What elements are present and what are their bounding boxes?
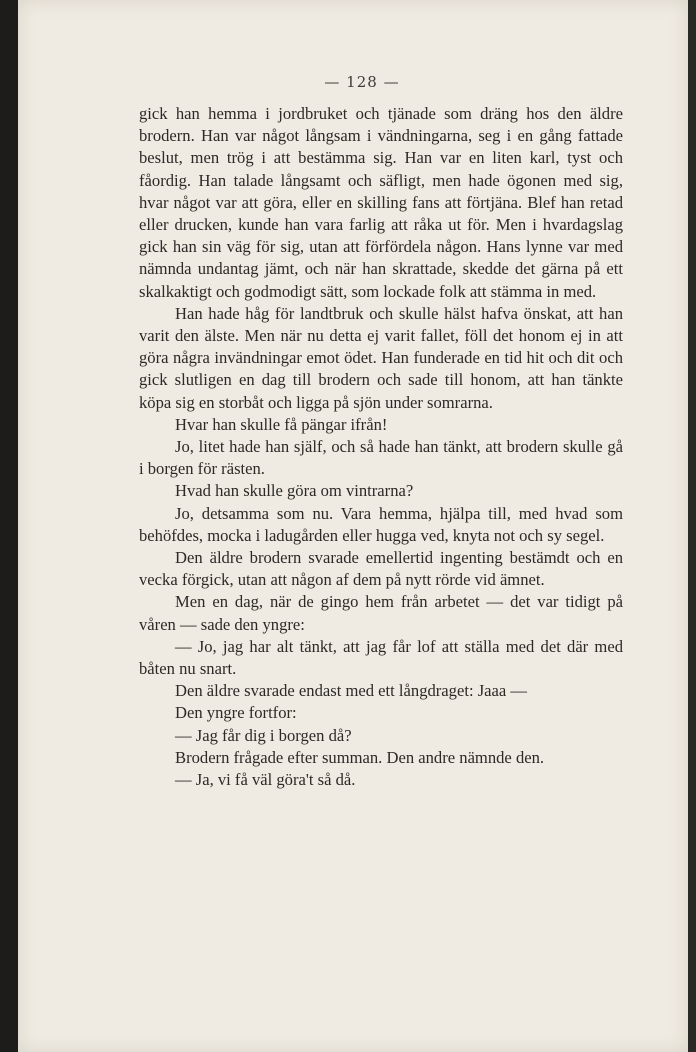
paragraph: Den yngre fortfor: bbox=[175, 703, 297, 723]
paragraph: Men en dag, när de gingo hem från arbetet — det var tidigt på våren — sade den yngre: bbox=[139, 592, 623, 634]
page-number: — 128 — bbox=[324, 73, 400, 91]
paragraph: Jo, litet hade han själf, och så hade han tänkt, att brodern skulle gå i borgen för rästen. bbox=[139, 437, 623, 479]
paragraph: gick han hemma i jordbruket och tjänade som dräng hos den äldre brodern. Han var något långsam i vändningarna, seg i en gång fattade beslut, men trög i att bestämma sig. Han var en liten karl, tyst och fåordig. Han talade långsamt och säfligt, men hade ögonen med sig, hvar något var att göra, eller en skilling fans att förtjäna. Blef han retad eller drucken, kunde han vara farlig att råka ut för. Men i hvardagslag gick han sin väg för sig, utan att förfördela någon. Hans lynne var med nämnda undantag jämt, och när han skrattade, skedde det gärna på ett skalkaktigt och godmodigt sätt, som lockade folk att stämma in med. bbox=[139, 104, 623, 301]
paragraph: Jo, detsamma som nu. Vara hemma, hjälpa till, med hvad som behöfdes, mocka i ladugården eller hugga ved, knyta not och sy segel. bbox=[139, 503, 623, 545]
paragraph: Hvar han skulle få pängar ifrån! bbox=[175, 414, 388, 434]
paragraph: Den äldre svarade endast med ett långdraget: Jaaa — bbox=[175, 681, 528, 701]
paragraph: — Jag får dig i borgen då? bbox=[175, 725, 352, 745]
paragraph: — Ja, vi få väl göra't så då. bbox=[175, 770, 356, 790]
book-page bbox=[18, 0, 688, 1052]
paragraph: Hvad han skulle göra om vintrarna? bbox=[175, 481, 414, 501]
paragraph: Den äldre brodern svarade emellertid ingenting bestämdt och en vecka förgick, utan att någon af dem på nytt rörde vid ämnet. bbox=[139, 548, 623, 590]
paragraph: Brodern frågade efter summan. Den andre nämnde den. bbox=[175, 747, 545, 767]
book-edge bbox=[688, 0, 696, 1052]
paragraph: — Jo, jag har alt tänkt, att jag får lof att ställa med det där med båten nu snart. bbox=[139, 636, 623, 679]
body-text bbox=[139, 103, 623, 791]
paragraph: Han hade håg för landtbruk och skulle hälst hafva önskat, att han varit den älste. Men när nu detta ej varit fallet, föll det honom ej in att göra några invändningar emot ödet. Han funderade en tid hit och dit och gick slutligen en dag till brodern och sade till honom, att han tänkte köpa sig en storbåt och ligga på sjön under somrarna. bbox=[139, 303, 623, 412]
